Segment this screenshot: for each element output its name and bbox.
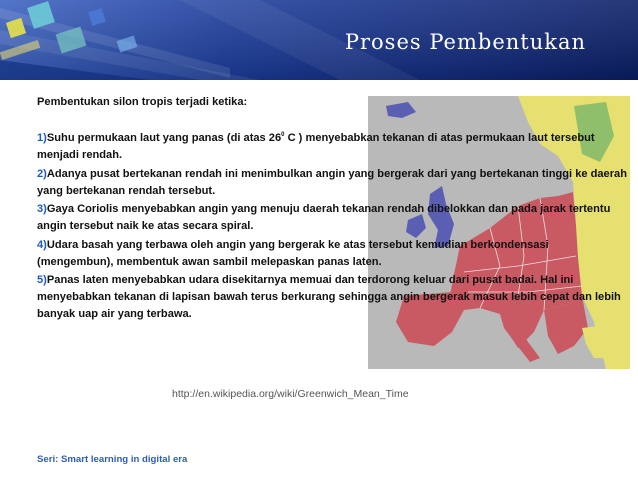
item-text: Gaya Coriolis menyebabkan angin yang menuju daerah tekanan rendah dibelokkan dan pada jarak tertentu angin tersebut naik ke atas secara spiral. xyxy=(37,203,611,232)
list-item xyxy=(37,130,627,164)
item-text: Adanya pusat bertekanan rendah ini menimbulkan angin yang bergerak dari yang bertekanan tinggi ke daerah yang bertekanan rendah tersebut. xyxy=(37,167,627,197)
intro-text: Pembentukan silon tropis terjadi ketika: xyxy=(37,96,248,108)
item-number: 2) xyxy=(37,167,47,180)
item-text: Udara basah yang terbawa oleh angin yang bergerak ke atas tersebut kemudian berkondensasi (mengembun), membentuk awan sambil melepaskan panas laten. xyxy=(37,238,549,268)
item-number: 4) xyxy=(37,238,47,251)
source-link[interactable]: http://en.wikipedia.org/wiki/Greenwich_Mean_Time xyxy=(172,388,409,400)
list-item xyxy=(37,166,627,200)
item-text: Suhu permukaan laut yang panas (di atas 26 xyxy=(46,132,282,144)
list-item xyxy=(37,237,627,271)
item-text: Panas laten menyebabkan udara disekitarnya memuai dan terdorong keluar dari pusat badai. Hal ini menyebabkan tekanan di lapisan bawah terus berkurang sehingga angin bergerak masuk lebih cepat dan lebih banyak uap air yang terbawa. xyxy=(37,274,621,320)
item-number: 5) xyxy=(37,274,47,286)
item-text: C ) menyebabkan tekanan di atas permukaan laut tersebut menjadi rendah. xyxy=(37,132,595,161)
list-item xyxy=(37,201,627,235)
slide-title: Proses Pembentukan xyxy=(344,30,586,54)
degree-superscript: 0 xyxy=(281,132,285,138)
header-banner xyxy=(0,0,638,80)
slide-content xyxy=(37,94,627,325)
item-number: 1) xyxy=(37,132,47,144)
list-item xyxy=(37,272,627,323)
footer-series: Seri: Smart learning in digital era xyxy=(37,454,188,465)
item-number: 3) xyxy=(37,203,47,215)
